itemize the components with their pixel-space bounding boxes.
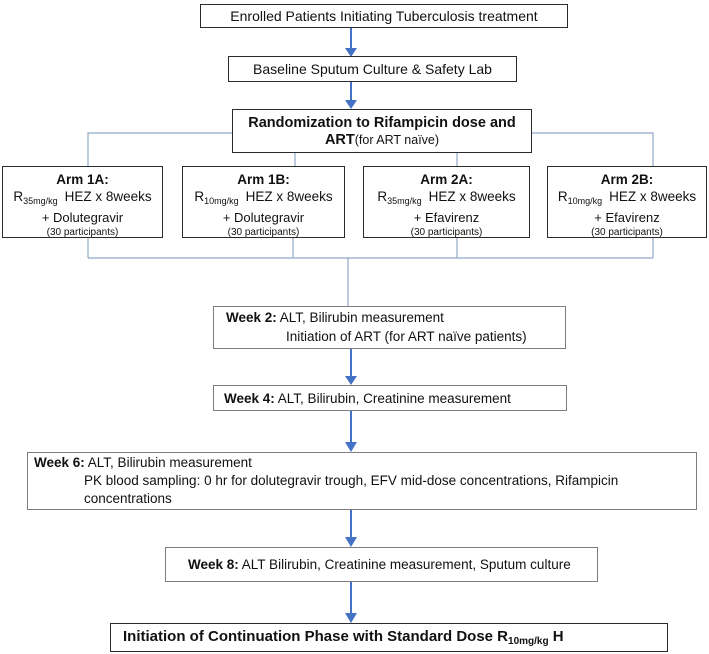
node-continuation-phase bbox=[110, 623, 668, 652]
week6-line3: concentrations bbox=[84, 491, 172, 507]
arm-1a-art: + Dolutegravir bbox=[41, 210, 124, 225]
arm-2b-art: + Efavirenz bbox=[594, 210, 660, 225]
node-arm-1b bbox=[182, 166, 345, 238]
randomization-line1: Randomization to Rifampicin dose and bbox=[248, 115, 516, 132]
arm-1b-hez: HEZ x 8weeks bbox=[245, 189, 333, 204]
arm-1b-r: R bbox=[194, 189, 205, 204]
week4-text: ALT, Bilirubin, Creatinine measurement bbox=[277, 390, 511, 406]
connector-randomization-arm1a bbox=[88, 133, 232, 166]
week6-text1: ALT, Bilirubin measurement bbox=[87, 454, 252, 470]
arrow-week2-week4-head bbox=[345, 376, 357, 385]
connector-randomization-arm2b bbox=[532, 133, 653, 166]
node-arm-1a bbox=[2, 166, 163, 238]
arrow-week6-week8-head bbox=[345, 537, 357, 547]
arm-1b-regimen bbox=[183, 188, 344, 210]
arrow-baseline-randomization-head bbox=[345, 100, 357, 109]
arm-2a-regimen bbox=[364, 188, 529, 210]
arm-2b-participants: (30 participants) bbox=[591, 227, 663, 238]
arm-2a-dose: 35mg/kg bbox=[387, 196, 422, 206]
final-text-after: H bbox=[552, 628, 564, 645]
final-text-before: Initiation of Continuation Phase with Standard Dose R bbox=[123, 628, 509, 645]
week4-line1 bbox=[214, 391, 566, 406]
arm-2a-art: + Efavirenz bbox=[413, 210, 480, 225]
week2-text1: ALT, Bilirubin measurement bbox=[279, 310, 444, 326]
arm-1b-dose: 10mg/kg bbox=[204, 196, 239, 206]
node-enrolled-patients bbox=[200, 4, 568, 28]
arm-2a-title: Arm 2A: bbox=[420, 172, 473, 187]
arrow-week8-final-head bbox=[345, 613, 357, 623]
week8-label: Week 8: bbox=[188, 557, 239, 572]
arm-1a-r: R bbox=[13, 189, 24, 204]
arrow-week4-week6-head bbox=[345, 442, 357, 452]
arm-2b-hez: HEZ x 8weeks bbox=[609, 189, 697, 204]
arm-1b-title: Arm 1B: bbox=[237, 172, 290, 187]
randomization-line2 bbox=[325, 132, 439, 149]
baseline-text: Baseline Sputum Culture & Safety Lab bbox=[253, 61, 492, 77]
week6-line1 bbox=[28, 454, 696, 472]
week2-line1 bbox=[214, 309, 565, 327]
node-arm-2b bbox=[547, 166, 707, 238]
arm-1a-dose: 35mg/kg bbox=[23, 196, 58, 206]
arm-2b-dose: 10mg/kg bbox=[567, 196, 603, 206]
arm-2a-r: R bbox=[377, 189, 388, 204]
arm-2b-regimen bbox=[548, 188, 706, 210]
arm-1b-art: + Dolutegravir bbox=[222, 210, 305, 225]
arm-1a-regimen bbox=[3, 188, 162, 210]
arm-2b-title: Arm 2B: bbox=[600, 172, 654, 187]
node-baseline-sputum bbox=[228, 56, 517, 82]
arm-1a-hez: HEZ x 8weeks bbox=[64, 189, 152, 204]
randomization-art: ART bbox=[324, 132, 355, 149]
node-arm-2a bbox=[363, 166, 530, 238]
arm-2a-hez: HEZ x 8weeks bbox=[428, 189, 516, 204]
final-dose-sub: 10mg/kg bbox=[508, 636, 549, 647]
randomization-art-note: (for ART naïve) bbox=[354, 133, 440, 148]
enrolled-text: Enrolled Patients Initiating Tuberculosis treatment bbox=[230, 8, 538, 24]
arm-2b-r: R bbox=[557, 189, 568, 204]
week6-line2: PK blood sampling: 0 hr for dolutegravir trough, EFV mid-dose concentrations, Rifampicin bbox=[84, 472, 619, 488]
week2-label: Week 2: bbox=[226, 310, 277, 326]
node-week8 bbox=[165, 547, 598, 582]
week8-line1 bbox=[166, 557, 597, 572]
arm-1a-participants: (30 participants) bbox=[46, 227, 119, 238]
week8-text: ALT Bilirubin, Creatinine measurement, Sputum culture bbox=[241, 557, 571, 572]
week6-label: Week 6: bbox=[34, 454, 85, 470]
arm-2a-participants: (30 participants) bbox=[410, 227, 483, 238]
arm-1a-title: Arm 1A: bbox=[56, 172, 109, 187]
node-week2 bbox=[213, 306, 566, 349]
node-week6 bbox=[27, 452, 697, 510]
node-week4 bbox=[213, 385, 567, 411]
week2-line2: Initiation of ART (for ART naïve patients) bbox=[286, 328, 527, 344]
week4-label: Week 4: bbox=[224, 390, 275, 406]
final-line bbox=[111, 628, 667, 647]
arm-1b-participants: (30 participants) bbox=[227, 227, 300, 238]
node-randomization bbox=[232, 109, 532, 153]
